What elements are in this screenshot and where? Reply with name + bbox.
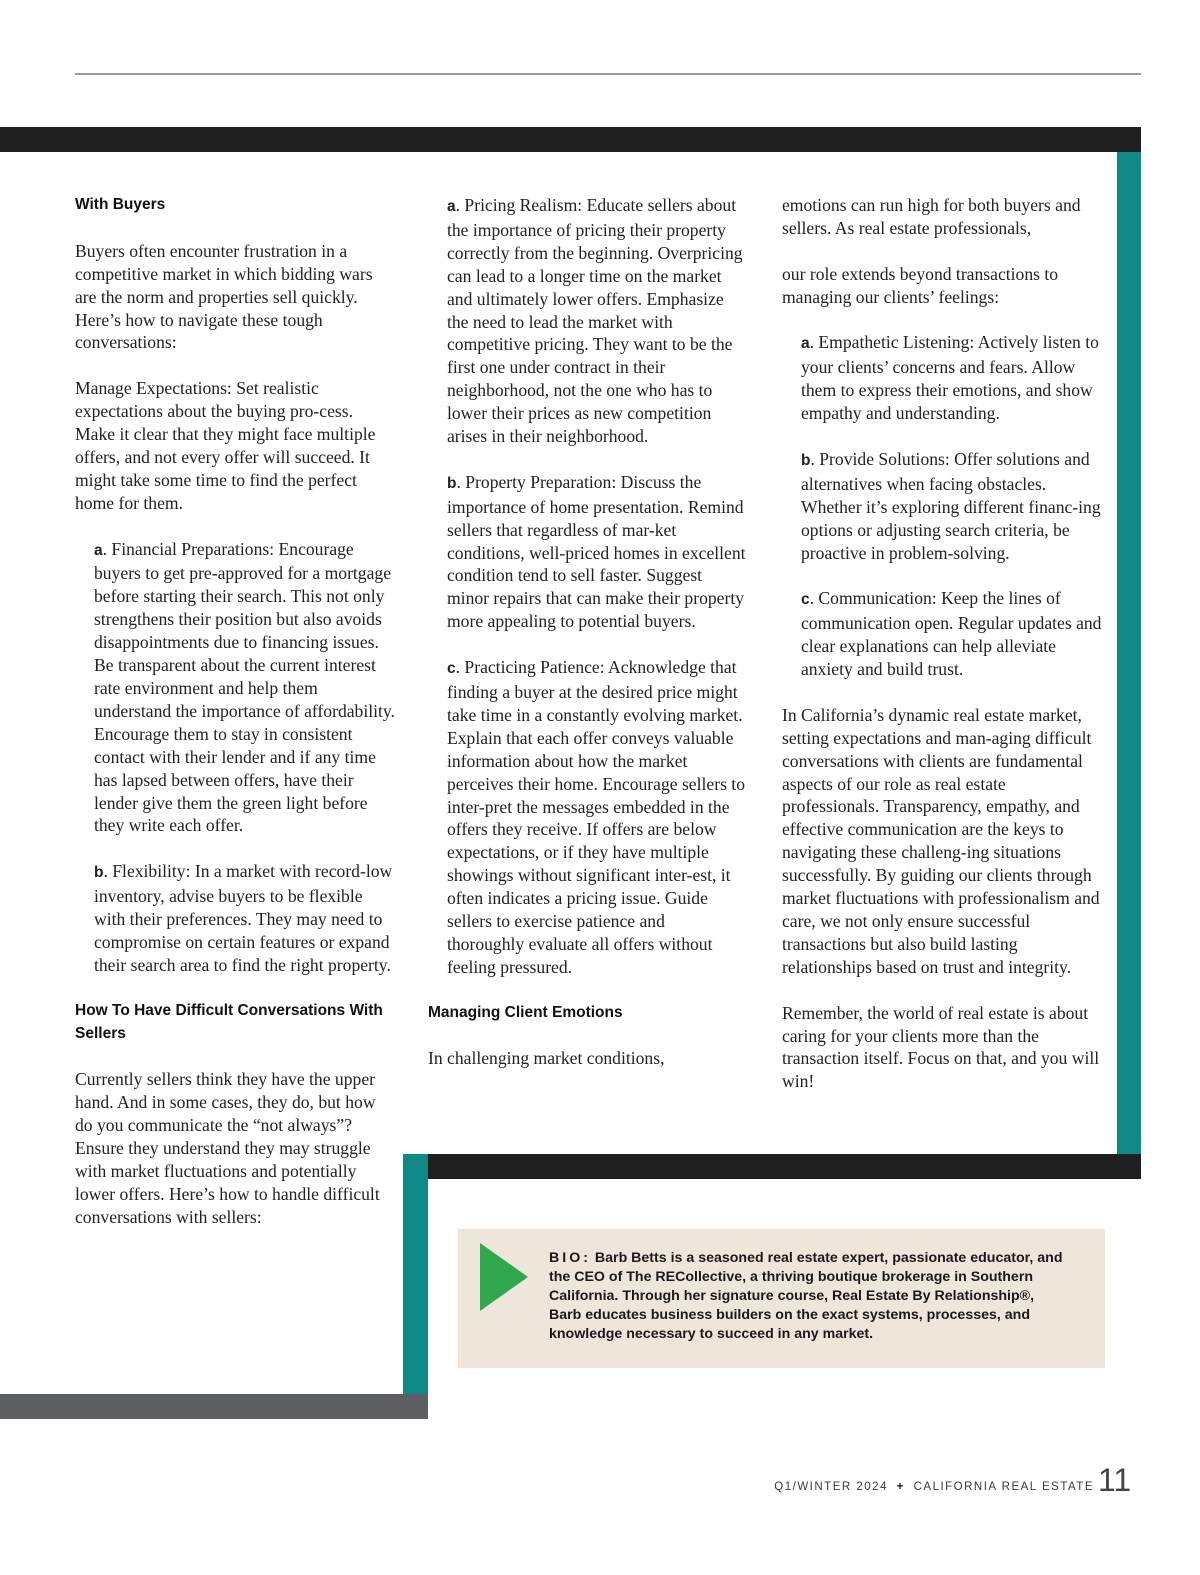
emotions-intro: In challenging market conditions, <box>428 1048 665 1069</box>
conclusion-paragraph: In California’s dynamic real estate market, setting expectations and man-aging difficult conversations with clients are fundamental aspects of our role as real estate professionals. Transparency, empathy, and effective communication are the keys to navigating these challeng-ing situations successfully. By guiding our clients through market fluctuations with professionalism and care, we not only ensure successful transactions but also build lasting relationships based on trust and integrity. <box>782 704 1100 977</box>
pricing-realism-item <box>428 194 746 448</box>
item-text: . Provide Solutions: Offer solutions and alternatives when facing obstacles. Whether it’s exploring different financ-ing options or adjusting search criteria, be proactive in problem-solving. <box>801 448 1101 563</box>
item-label: b <box>94 864 104 882</box>
bio-text <box>549 1249 1069 1344</box>
item-text: . Communication: Keep the lines of communication open. Regular updates and clear explanations can help alleviate anxiety and build trust. <box>801 588 1102 680</box>
top-black-bar <box>0 127 1141 152</box>
item-text: . Flexibility: In a market with record-low inventory, advise buyers to be flexible with their preferences. They may need to compromise on certain features or expand their search area to find the right property. <box>94 861 393 975</box>
role-extends: our role extends beyond transactions to managing our clients’ feelings: <box>782 263 1059 307</box>
page-footer <box>774 1481 1094 1493</box>
bottom-gray-bar <box>0 1394 428 1419</box>
item-text: . Empathetic Listening: Actively listen to your clients’ concerns and fears. Allow them to express their emotions, and show empathy and understanding. <box>801 332 1099 424</box>
emotions-continued: emotions can run high for both buyers and sellers. As real estate professionals, <box>782 195 1081 238</box>
middle-black-bar <box>403 1154 1141 1179</box>
communication-item <box>782 587 1102 681</box>
left-teal-bar <box>403 1154 428 1419</box>
item-text: . Financial Preparations: Encourage buyers to get pre-approved for a mortgage before starting their search. This not only strengthens their position but also avoids disappointments due to financing issues. Be transparent about the current interest rate environment and help them understand the importance of affordability. Encourage them to stay in consistent contact with their lender and if any time has lapsed between offers, have their lender give them the green light before they write each offer. <box>94 538 395 836</box>
provide-solutions-item <box>782 448 1102 565</box>
article-column-3 <box>782 194 1102 1116</box>
footer-publication: CALIFORNIA REAL ESTATE <box>913 1481 1094 1493</box>
page-number: 11 <box>1098 1462 1132 1498</box>
financial-preparations-item <box>75 538 395 838</box>
empathetic-listening-item <box>782 331 1102 425</box>
play-triangle-icon <box>480 1243 528 1311</box>
article-column-2 <box>428 194 746 1093</box>
manage-expectations: Manage Expectations: Set realistic expectations about the buying pro-cess. Make it clear that they might face multiple offers, and not every offer will succeed. It might take some time to find the perfect home for them. <box>75 378 376 513</box>
item-text: . Property Preparation: Discuss the importance of home presentation. Remind sellers that regardless of mar-ket conditions, well-priced homes in excellent condition tend to sell faster. Suggest minor repairs that can make their property more appealing to potential buyers. <box>447 471 746 632</box>
right-teal-bar <box>1117 152 1141 1179</box>
heading-sellers: How To Have Difficult Conversations With Sellers <box>75 1001 383 1042</box>
heading-managing-emotions: Managing Client Emotions <box>428 1003 623 1021</box>
sellers-intro: Currently sellers think they have the upper hand. And in some cases, they do, but how do you communicate the “not always”? Ensure they understand they may struggle with market fluctuations and potentially lower offers. Here’s how to handle difficult conversations with sellers: <box>75 1069 380 1227</box>
item-label: a <box>801 335 810 353</box>
item-label: a <box>447 198 456 215</box>
item-label: c <box>801 591 810 609</box>
footer-separator: + <box>896 1481 905 1493</box>
item-label: b <box>801 451 811 469</box>
property-preparation-item <box>428 471 746 633</box>
buyers-intro: Buyers often encounter frustration in a competitive market in which bidding wars are the norm and properties sell quickly. Here’s how to navigate these tough conversations: <box>75 240 373 353</box>
item-label: b <box>447 474 457 492</box>
item-label: c <box>447 660 456 678</box>
bio-label: BIO: <box>549 1250 591 1266</box>
article-column-1 <box>75 194 395 1252</box>
item-text: . Practicing Patience: Acknowledge that finding a buyer at the desired price might take time in a constantly evolving market. Explain that each offer conveys valuable information about how the market perceives their home. Encourage sellers to inter-pret the messages embedded in the offers they receive. If offers are below expectations, or if they have multiple showings without significant inter-est, it often indicates a pricing issue. Guide sellers to exercise patience and thoroughly evaluate all offers without feeling pressured. <box>447 657 745 977</box>
closing-paragraph: Remember, the world of real estate is about caring for your clients more than the transaction itself. Focus on that, and you will win! <box>782 1002 1100 1092</box>
top-rule <box>75 73 1141 75</box>
flexibility-item <box>75 860 395 977</box>
item-label: a <box>94 541 103 559</box>
practicing-patience-item <box>428 656 746 979</box>
item-text: . Pricing Realism: Educate sellers about the importance of pricing their property correctly from the beginning. Overpricing can lead to a longer time on the market and ultimately lower offers. Emphasize the need to lead the market with competitive pricing. They want to be the first one under contract in their neighborhood, not the one who has to lower their prices as new competition arises in their neighborhood. <box>447 195 743 447</box>
bio-body: Barb Betts is a seasoned real estate expert, passionate educator, and the CEO of The RECollective, a thriving boutique brokerage in Southern California. Through her signature course, Real Estate By Relationship®, Barb educates business builders on the exact systems, processes, and knowledge necessary to succeed in any market. <box>549 1250 1063 1342</box>
heading-with-buyers: With Buyers <box>75 196 166 213</box>
footer-issue: Q1/WINTER 2024 <box>774 1481 888 1493</box>
